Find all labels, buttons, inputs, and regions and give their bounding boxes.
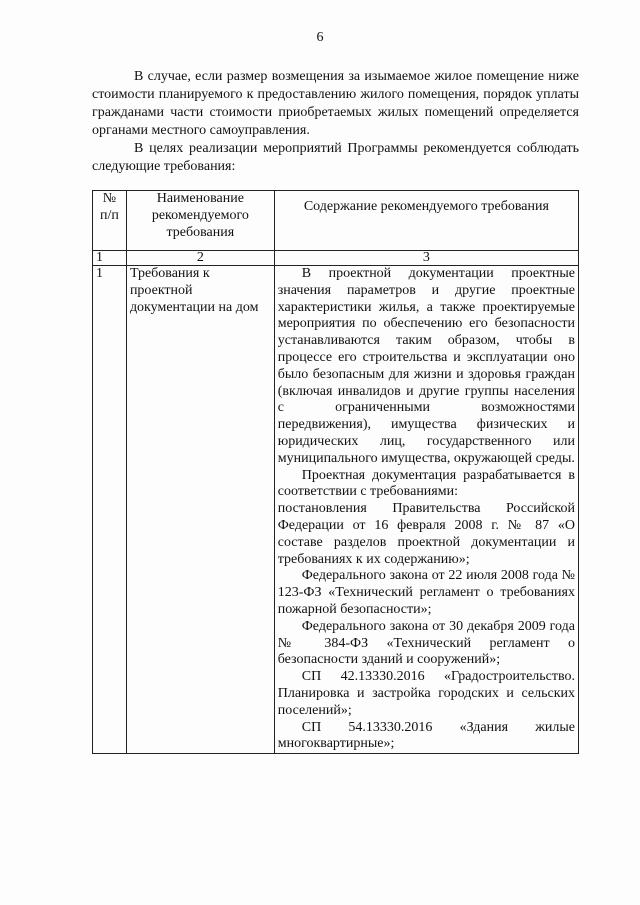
content-paragraph: СП 42.13330.2016 «Градостроительство. Планировка и застройка городских и сельских поселений»; bbox=[277, 669, 575, 718]
intro-paragraph: В целях реализации мероприятий Программы рекомендуется соблюдать следующие требования: bbox=[92, 141, 579, 174]
column-number-2: 2 bbox=[126, 251, 274, 266]
table-row bbox=[93, 266, 579, 754]
content-paragraph: СП 54.13330.2016 «Здания жилые многоквартирные»; bbox=[277, 719, 575, 752]
header-requirement-content: Содержание рекомендуемого требования bbox=[274, 191, 578, 251]
row-requirement-content bbox=[274, 266, 578, 754]
row-number: 1 bbox=[93, 266, 127, 754]
table-header-row bbox=[93, 191, 579, 251]
content-paragraph: Федерального закона от 30 декабря 2009 года № 384-ФЗ «Технический регламент о безопасности зданий и сооружений»; bbox=[277, 618, 575, 668]
content-paragraph: Проектная документация разрабатывается в соответствии с требованиями: bbox=[277, 467, 575, 500]
row-requirement-name: Требования к проектной документации на дом bbox=[126, 266, 274, 754]
column-number-1: 1 bbox=[93, 251, 127, 266]
content-paragraph: В проектной документации проектные значения параметров и другие проектные характеристики жилья, а также проектируемые мероприятия по обеспечению его безопасности устанавливаются таким образом, чтобы в процессе его строительства и эксплуатации оно было безопасным для жизни и здоровья граждан (включая инвалидов и другие группы населения с ограниченными возможностями передвижения), имущества физических и юридических лиц, государственного или муниципального имущества, окружающей среды. bbox=[277, 266, 575, 466]
intro-text bbox=[92, 68, 579, 176]
requirements-table bbox=[92, 190, 579, 754]
header-requirement-name: Наименование рекомендуемого требования bbox=[126, 191, 274, 251]
column-number-3: 3 bbox=[274, 251, 578, 266]
content-paragraph: постановления Правительства Российской Федерации от 16 февраля 2008 г. № 87 «О составе разделов проектной документации и требованиях к их содержанию»; bbox=[277, 501, 575, 567]
page-number: 6 bbox=[316, 30, 324, 45]
table-numbering-row bbox=[93, 251, 579, 266]
intro-paragraph: В случае, если размер возмещения за изымаемое жилое помещение ниже стоимости планируемого к предоставлению жилого помещения, порядок уплаты гражданами части стоимости приобретаемых жилых помещений определяется органами местного самоуправления. bbox=[92, 69, 579, 138]
content-paragraph: Федерального закона от 22 июля 2008 года № 123-ФЗ «Технический регламент о требованиях пожарной безопасности»; bbox=[277, 568, 575, 617]
header-number: № п/п bbox=[93, 191, 127, 251]
